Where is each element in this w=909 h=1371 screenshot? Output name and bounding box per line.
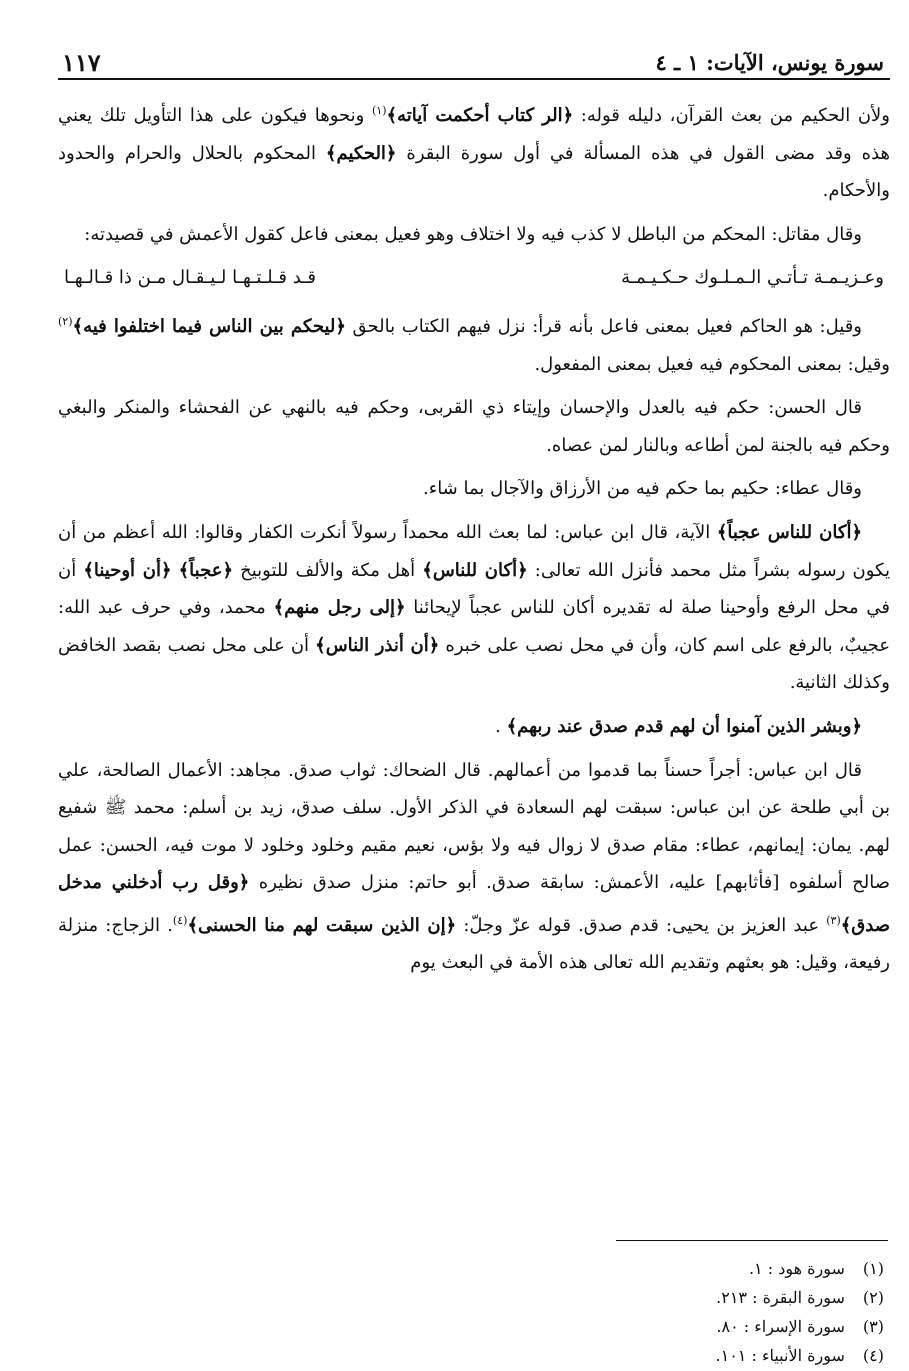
text-run: وقيل: بمعنى المحكوم فيه فعيل بمعنى المفعول. <box>534 353 890 375</box>
verse-second-hemistich: قـد قـلـتـهـا لـيـقـال مـن ذا قـالـهـا <box>64 267 317 289</box>
paragraph <box>58 708 890 746</box>
poetry-verse <box>58 259 890 297</box>
quran-quote: ﴿وقل رب أدخلني مدخل صدق﴾ <box>58 872 890 936</box>
text-run: وقال مقاتل: المحكم من الباطل لا كذب فيه ولا اختلاف وهو فعيل بمعنى فاعل كقول الأعمش في قصيدته: <box>84 223 862 245</box>
footnote-ref: (٣) <box>826 913 841 927</box>
text-run: أهل مكة والألف للتوبيخ <box>233 559 423 581</box>
footnote-text: سورة البقرة : ٢١٣. <box>716 1288 845 1307</box>
text-run: محمد، وفي حرف عبد الله: عجيبٌ، بالرفع على اسم كان، وأن في محل نصب على خبره <box>58 597 890 656</box>
text-run: . الزجاج: منزلة رفيعة، وقيل: هو بعثهم وتقديم الله تعالى هذه الأمة في البعث يوم <box>58 914 890 974</box>
text-run: ونحوها فيكون على هذا التأويل تلك يعني هذه وقد مضى القول في هذه المسألة في أول سورة البقرة <box>58 105 891 164</box>
paragraph <box>58 470 890 508</box>
footnote-item <box>716 1341 884 1370</box>
text-run: المحكوم بالحلال والحرام والحدود والأحكام. <box>58 142 890 202</box>
running-title: سورة يونس، الآيات: ١ ـ ٤ <box>655 50 884 75</box>
quran-quote: ﴿الحكيم﴾ <box>325 142 397 164</box>
text-run: أن في محل الرفع وأوحينا صلة له تقديره أكان للناس عجباً لإيحائنا <box>58 559 890 619</box>
main-text <box>58 92 890 982</box>
footnote-text: سورة الأنبياء : ١٠١. <box>715 1346 845 1365</box>
paragraph <box>58 389 890 464</box>
quran-quote: ﴿أكان للناس عجباً﴾ <box>716 521 862 543</box>
book-page <box>58 48 891 1365</box>
text-run: أن على محل نصب بقصد الخافض وكذلك الثانية. <box>58 634 890 694</box>
page-header <box>58 48 890 80</box>
footnote-ref: (٢) <box>58 314 73 328</box>
verse-first-hemistich: وعـزيـمـة تـأتـي الـمـلـوك حـكـيـمـة <box>621 267 884 289</box>
quran-quote: ﴿إن الذين سبقت لهم منا الحسنى﴾ <box>187 914 457 936</box>
footnote-ref: (٤) <box>172 913 188 927</box>
footnote-number: (٤) <box>862 1346 884 1365</box>
quran-quote: ﴿الر كتاب أحكمت آياته﴾ <box>386 105 574 126</box>
text-run: قال ابن عباس: أجراً حسناً بما قدموا من أعمالهم. قال الضحاك: ثواب صدق. مجاهد: الأعمال الصالحة، علي بن أبي طلحة عن ابن عباس: سبقت لهم السعادة في الذكر الأول. سلف صدق، زيد بن أسلم: محمد ﷺ شفيع لهم. يمان: إيمانهم، عطاء: مقام صدق لا زوال فيه ولا بؤس، نعيم مقيم وخلود وخلود لا موت فيه، الحسن: عمل صالح أسلفوه [فأثابهم] عليه، الأعمش: سابقة صدق. أبو حاتم: منزل صدق نظيره <box>58 759 890 894</box>
text-run: قال الحسن: حكم فيه بالعدل والإحسان وإيتاء ذي القربى، وحكم فيه بالنهي عن الفحشاء والمنكر والبغي وحكم فيه بالجنة لمن أطاعه وبالنار لمن عصاه. <box>58 397 890 456</box>
footnote-item <box>716 1283 884 1312</box>
paragraph <box>58 752 890 983</box>
footnote-ref: (١) <box>371 104 387 117</box>
footnote-item <box>716 1312 884 1341</box>
quran-quote: ﴿أن أوحينا﴾ <box>83 559 172 581</box>
footnote-text: سورة هود : ١. <box>748 1259 845 1278</box>
text-run: عبد العزيز بن يحيى: قدم صدق. قوله عزّ وجلّ: <box>456 914 827 936</box>
footnote-number: (١) <box>862 1259 884 1278</box>
text-run: الآية، قال ابن عباس: لما بعث الله محمداً رسولاً أنكرت الكفار وقالوا: الله أعظم من أن يكون رسوله بشراً مثل محمد فأنزل الله تعالى: <box>58 521 891 581</box>
footnote-separator <box>616 1240 888 1241</box>
text-run: . <box>495 715 507 737</box>
quran-quote: ﴿عجباً﴾ <box>178 559 233 581</box>
footnote-number: (٢) <box>862 1288 884 1307</box>
paragraph <box>58 514 890 702</box>
text-block-2 <box>58 303 890 982</box>
paragraph <box>58 303 890 383</box>
quran-quote: ﴿أن أنذر الناس﴾ <box>315 634 440 656</box>
quran-quote: ﴿إلى رجل منهم﴾ <box>273 597 406 619</box>
footnote-number: (٣) <box>862 1317 884 1336</box>
footnotes <box>716 1254 884 1370</box>
text-block-1 <box>58 92 890 253</box>
quran-quote: ﴿وبشر الذين آمنوا أن لهم قدم صدق عند ربهم﴾ <box>506 715 862 737</box>
text-run: ولأن الحكيم من بعث القرآن، دليله قوله: <box>573 105 890 126</box>
page-number: ١١٧ <box>62 48 101 77</box>
footnote-item <box>716 1254 884 1283</box>
text-run <box>172 560 179 581</box>
text-run: وقال عطاء: حكيم بما حكم فيه من الأرزاق والآجال بما شاء. <box>423 478 862 500</box>
footnote-text: سورة الإسراء : ٨٠. <box>716 1317 845 1336</box>
paragraph <box>58 216 890 254</box>
quran-quote: ﴿أكان للناس﴾ <box>422 559 528 581</box>
text-run: وقيل: هو الحاكم فعيل بمعنى فاعل بأنه قرأ: نزل فيهم الكتاب بالحق <box>345 315 862 337</box>
paragraph <box>58 92 890 210</box>
quran-quote: ﴿ليحكم بين الناس فيما اختلفوا فيه﴾ <box>72 315 346 337</box>
